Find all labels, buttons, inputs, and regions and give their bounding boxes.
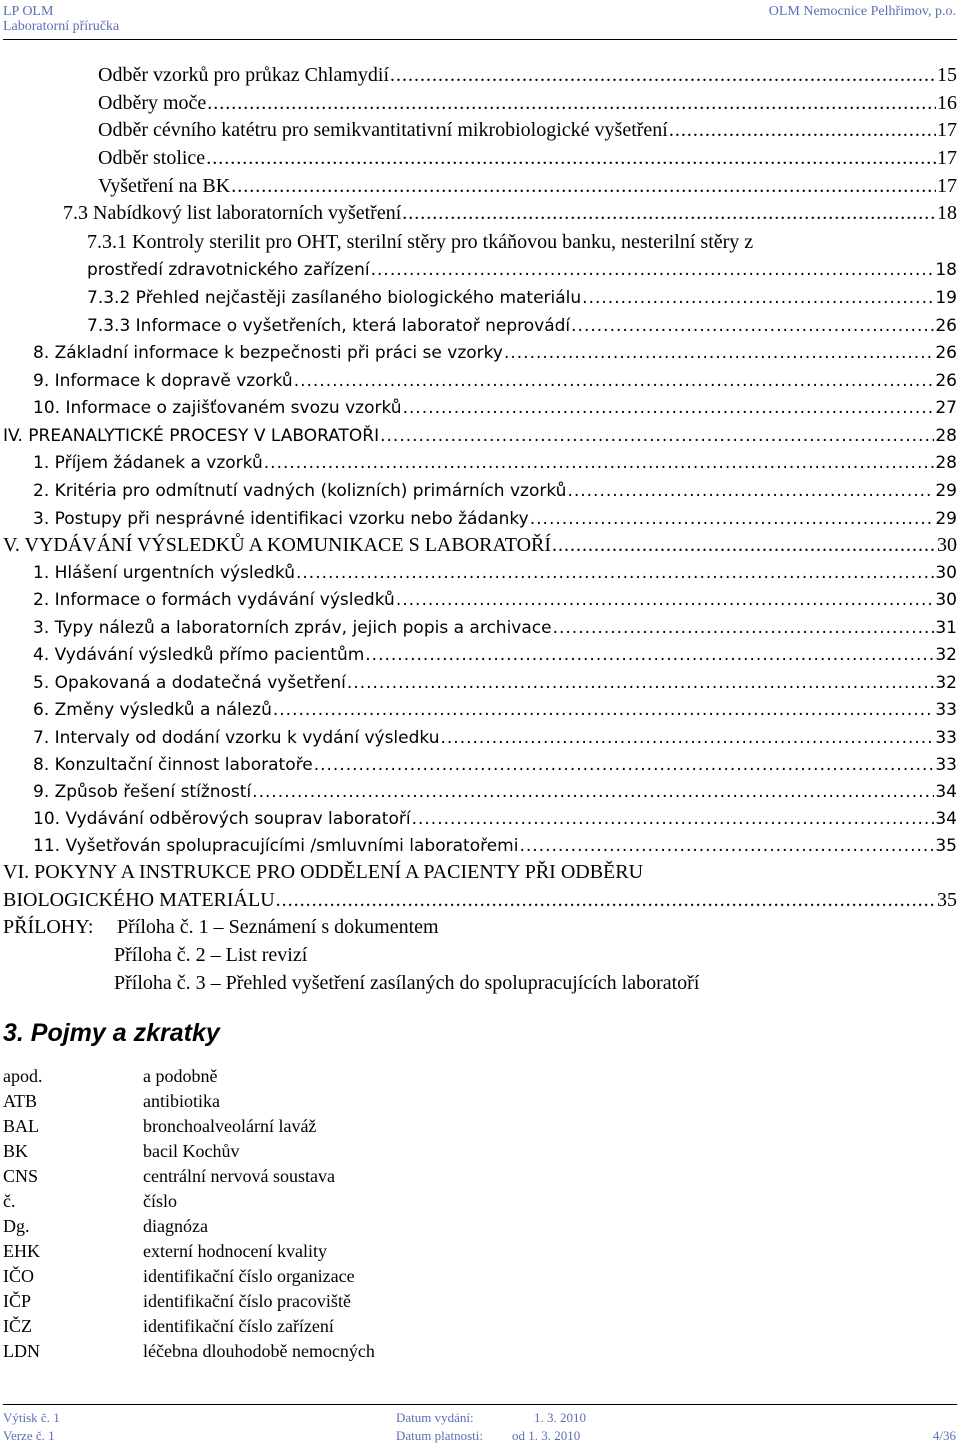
toc-entry-page: 29 bbox=[935, 509, 957, 529]
toc-leader bbox=[371, 258, 935, 282]
toc-entry-text: 11. Vyšetřován spolupracujícími /smluvními laboratořemi bbox=[33, 836, 519, 856]
toc-entry-page: 33 bbox=[935, 728, 957, 748]
toc-entry-page: 17 bbox=[937, 175, 957, 197]
attachments-label: PŘÍLOHY: bbox=[3, 916, 94, 938]
abbreviation-term: LDN bbox=[3, 1341, 40, 1361]
toc-leader bbox=[403, 396, 935, 420]
toc-entry[interactable] bbox=[33, 616, 957, 640]
abbreviation-term: Dg. bbox=[3, 1216, 30, 1236]
toc-entry-page: 28 bbox=[935, 426, 957, 446]
abbreviation-term: IČP bbox=[3, 1291, 32, 1311]
toc-entry[interactable] bbox=[33, 726, 957, 750]
toc-leader bbox=[530, 507, 935, 531]
toc-entry[interactable] bbox=[87, 314, 957, 338]
toc-entry-page: 17 bbox=[937, 147, 957, 169]
toc-leader bbox=[207, 91, 936, 115]
abbreviation-meaning: diagnóza bbox=[143, 1216, 208, 1236]
attachment-item[interactable]: Příloha č. 3 – Přehled vyšetření zasílaných do spolupracujících laboratoří bbox=[114, 972, 700, 994]
toc-entry[interactable] bbox=[33, 834, 957, 858]
toc-entry[interactable] bbox=[33, 671, 957, 695]
abbreviation-meaning: externí hodnocení kvality bbox=[143, 1241, 327, 1261]
abbreviation-meaning: a podobně bbox=[143, 1066, 218, 1086]
header-divider bbox=[3, 39, 957, 40]
toc-leader bbox=[365, 643, 934, 667]
abbreviation-term: IČZ bbox=[3, 1316, 32, 1336]
toc-entry-text: 5. Opakovaná a dodatečná vyšetření bbox=[33, 673, 346, 693]
toc-entry-text: IV. PREANALYTICKÉ PROCESY V LABORATOŘI bbox=[3, 426, 380, 446]
toc-entry-text: 8. Základní informace k bezpečnosti při práci se vzorky bbox=[33, 343, 503, 363]
footer-issue: Výtisk č. 1 bbox=[3, 1410, 60, 1425]
toc-entry-text: Odběry moče bbox=[98, 92, 207, 114]
toc-entry[interactable] bbox=[63, 201, 957, 225]
toc-entry-text: 7. Intervaly od dodání vzorku k vydání výsledku bbox=[33, 728, 440, 748]
toc-leader bbox=[390, 63, 936, 87]
toc-entry[interactable] bbox=[33, 588, 957, 612]
toc-entry-page: 33 bbox=[935, 755, 957, 775]
toc-leader bbox=[252, 780, 934, 804]
abbreviation-term: č. bbox=[3, 1191, 16, 1211]
toc-entry-page: 32 bbox=[935, 645, 957, 665]
toc-leader bbox=[396, 588, 935, 612]
toc-entry[interactable] bbox=[33, 369, 957, 393]
footer-divider bbox=[3, 1404, 957, 1405]
toc-entry-text: 10. Informace o zajišťovaném svozu vzorků bbox=[33, 398, 402, 418]
toc-entry[interactable] bbox=[98, 174, 957, 198]
toc-entry-text: BIOLOGICKÉHO MATERIÁLU bbox=[3, 889, 275, 911]
footer-issued-value: 1. 3. 2010 bbox=[534, 1410, 586, 1425]
section-title: 3. Pojmy a zkratky bbox=[3, 1019, 220, 1047]
footer-page-number: 4/36 bbox=[932, 1428, 956, 1443]
toc-entry-text: 1. Hlášení urgentních výsledků bbox=[33, 563, 295, 583]
header-doc-code: LP OLM bbox=[3, 4, 54, 19]
toc-entry-page: 17 bbox=[937, 119, 957, 141]
toc-leader bbox=[380, 424, 934, 448]
toc-entry-text: 7.3.2 Přehled nejčastěji zasílaného biologického materiálu bbox=[87, 288, 582, 308]
toc-entry-text: 7.3 Nabídkový list laboratorních vyšetření bbox=[63, 202, 402, 224]
toc-entry[interactable] bbox=[33, 780, 957, 804]
toc-entry-text: 9. Informace k dopravě vzorků bbox=[33, 371, 293, 391]
attachment-item[interactable]: Příloha č. 2 – List revizí bbox=[114, 944, 308, 966]
toc-entry-page: 35 bbox=[935, 836, 957, 856]
header-doc-title: Laboratorní příručka bbox=[3, 19, 120, 34]
abbreviation-meaning: identifikační číslo organizace bbox=[143, 1266, 355, 1286]
toc-leader bbox=[412, 807, 935, 831]
toc-leader bbox=[231, 174, 936, 198]
toc-entry-page: 19 bbox=[935, 288, 957, 308]
abbreviation-term: BK bbox=[3, 1141, 29, 1161]
abbreviation-term: CNS bbox=[3, 1166, 39, 1186]
toc-entry[interactable] bbox=[33, 561, 957, 585]
toc-entry-text: 3. Postupy při nesprávné identifikaci vzorku nebo žádanky bbox=[33, 509, 529, 529]
toc-entry[interactable] bbox=[33, 479, 957, 503]
toc-entry-page: 26 bbox=[935, 343, 957, 363]
toc-entry[interactable] bbox=[87, 286, 957, 310]
toc-entry[interactable] bbox=[98, 146, 957, 170]
toc-leader bbox=[402, 201, 936, 225]
abbreviation-term: ATB bbox=[3, 1091, 38, 1111]
toc-entry-page: 31 bbox=[935, 618, 957, 638]
abbreviation-meaning: léčebna dlouhodobě nemocných bbox=[143, 1341, 375, 1361]
toc-entry-text: Odběr cévního katétru pro semikvantitativní mikrobiologické vyšetření bbox=[98, 119, 668, 141]
toc-entry[interactable] bbox=[3, 424, 957, 448]
toc-entry-page: 30 bbox=[935, 590, 957, 610]
abbreviation-meaning: antibiotika bbox=[143, 1091, 220, 1111]
toc-entry-page: 29 bbox=[935, 481, 957, 501]
toc-leader bbox=[294, 369, 935, 393]
toc-entry-page: 34 bbox=[935, 809, 957, 829]
toc-entry-page: 35 bbox=[937, 889, 957, 911]
toc-entry-text: 3. Typy nálezů a laboratorních zpráv, jejich popis a archivace bbox=[33, 618, 552, 638]
abbreviation-meaning: bacil Kochův bbox=[143, 1141, 240, 1161]
toc-entry-text: Vyšetření na BK bbox=[98, 175, 231, 197]
toc-entry[interactable] bbox=[33, 341, 957, 365]
toc-entry[interactable] bbox=[33, 807, 957, 831]
toc-entry-text: 10. Vydávání odběrových souprav laboratoří bbox=[33, 809, 411, 829]
toc-entry-page: 33 bbox=[935, 700, 957, 720]
header-organization: OLM Nemocnice Pelhřimov, p.o. bbox=[768, 4, 956, 19]
toc-entry[interactable] bbox=[98, 91, 957, 115]
toc-leader bbox=[264, 451, 935, 475]
toc-entry-text: 7.3.3 Informace o vyšetřeních, která laboratoř neprovádí bbox=[87, 316, 571, 336]
toc-leader bbox=[519, 834, 934, 858]
toc-entry[interactable] bbox=[87, 258, 957, 282]
toc-entry-page: 15 bbox=[937, 64, 957, 86]
toc-leader bbox=[504, 341, 934, 365]
abbreviation-term: EHK bbox=[3, 1241, 40, 1261]
toc-leader bbox=[441, 726, 935, 750]
toc-entry[interactable] bbox=[33, 451, 957, 475]
toc-entry-text: 9. Způsob řešení stížností bbox=[33, 782, 252, 802]
toc-entry[interactable] bbox=[98, 63, 957, 87]
toc-entry-page: 16 bbox=[937, 92, 957, 114]
toc-entry-text: Odběr stolice bbox=[98, 147, 206, 169]
toc-entry-text: 8. Konzultační činnost laboratoře bbox=[33, 755, 313, 775]
toc-entry[interactable] bbox=[33, 507, 957, 531]
toc-leader bbox=[582, 286, 934, 310]
toc-entry-continued[interactable]: 7.3.1 Kontroly sterilit pro OHT, sterilní stěry pro tkáňovou banku, nesterilní stěry z bbox=[87, 231, 754, 253]
toc-entry-continued[interactable]: VI. POKYNY A INSTRUKCE PRO ODDĚLENÍ A PACIENTY PŘI ODBĚRU bbox=[3, 861, 644, 883]
toc-entry-text: V. VYDÁVÁNÍ VÝSLEDKŮ A KOMUNIKACE S LABORATOŘÍ bbox=[3, 534, 552, 556]
toc-leader bbox=[669, 118, 936, 142]
abbreviation-meaning: identifikační číslo zařízení bbox=[143, 1316, 334, 1336]
toc-entry-text: 2. Informace o formách vydávání výsledků bbox=[33, 590, 395, 610]
toc-entry-page: 28 bbox=[935, 453, 957, 473]
toc-entry-page: 18 bbox=[937, 202, 957, 224]
abbreviation-term: BAL bbox=[3, 1116, 39, 1136]
toc-entry-text: 2. Kritéria pro odmítnutí vadných (kolizních) primárních vzorků bbox=[33, 481, 567, 501]
abbreviation-term: IČO bbox=[3, 1266, 34, 1286]
toc-entry-page: 30 bbox=[935, 563, 957, 583]
toc-leader bbox=[296, 561, 934, 585]
header-left bbox=[3, 4, 119, 34]
attachment-item[interactable]: Příloha č. 1 – Seznámení s dokumentem bbox=[117, 916, 439, 938]
toc-leader bbox=[206, 146, 936, 170]
footer-valid-label: Datum platnosti: bbox=[396, 1428, 484, 1443]
toc-entry-text: prostředí zdravotnického zařízení bbox=[87, 260, 370, 280]
toc-entry-page: 27 bbox=[935, 398, 957, 418]
footer-issued-label: Datum vydání: bbox=[396, 1410, 474, 1425]
toc-entry[interactable] bbox=[3, 888, 957, 912]
abbreviation-meaning: centrální nervová soustava bbox=[143, 1166, 335, 1186]
toc-entry-text: Odběr vzorků pro průkaz Chlamydií bbox=[98, 64, 390, 86]
toc-entry-page: 26 bbox=[935, 316, 957, 336]
toc-entry-text: 4. Vydávání výsledků přímo pacientům bbox=[33, 645, 365, 665]
toc-leader bbox=[571, 314, 934, 338]
toc-entry-page: 30 bbox=[937, 534, 957, 556]
abbreviation-meaning: bronchoalveolární laváž bbox=[143, 1116, 317, 1136]
toc-entry-page: 18 bbox=[935, 260, 957, 280]
toc-leader bbox=[314, 753, 935, 777]
abbreviation-term: apod. bbox=[3, 1066, 43, 1086]
toc-leader bbox=[552, 533, 936, 557]
abbreviation-meaning: identifikační číslo pracoviště bbox=[143, 1291, 351, 1311]
toc-entry[interactable] bbox=[33, 698, 957, 722]
toc-leader bbox=[567, 479, 934, 503]
footer-version: Verze č. 1 bbox=[3, 1428, 55, 1443]
toc-entry-text: 1. Příjem žádanek a vzorků bbox=[33, 453, 263, 473]
toc-entry[interactable] bbox=[33, 753, 957, 777]
toc-leader bbox=[553, 616, 935, 640]
toc-entry-page: 26 bbox=[935, 371, 957, 391]
toc-entry-text: 6. Změny výsledků a nálezů bbox=[33, 700, 272, 720]
toc-entry-page: 32 bbox=[935, 673, 957, 693]
toc-leader bbox=[273, 698, 934, 722]
toc-entry-page: 34 bbox=[935, 782, 957, 802]
toc-entry[interactable] bbox=[33, 643, 957, 667]
footer-valid-value: od 1. 3. 2010 bbox=[512, 1428, 581, 1443]
toc-entry[interactable] bbox=[98, 118, 957, 142]
abbreviation-meaning: číslo bbox=[143, 1191, 177, 1211]
toc-entry[interactable] bbox=[33, 396, 957, 420]
toc-leader bbox=[347, 671, 934, 695]
toc-leader bbox=[276, 888, 936, 912]
toc-entry[interactable] bbox=[3, 533, 957, 557]
